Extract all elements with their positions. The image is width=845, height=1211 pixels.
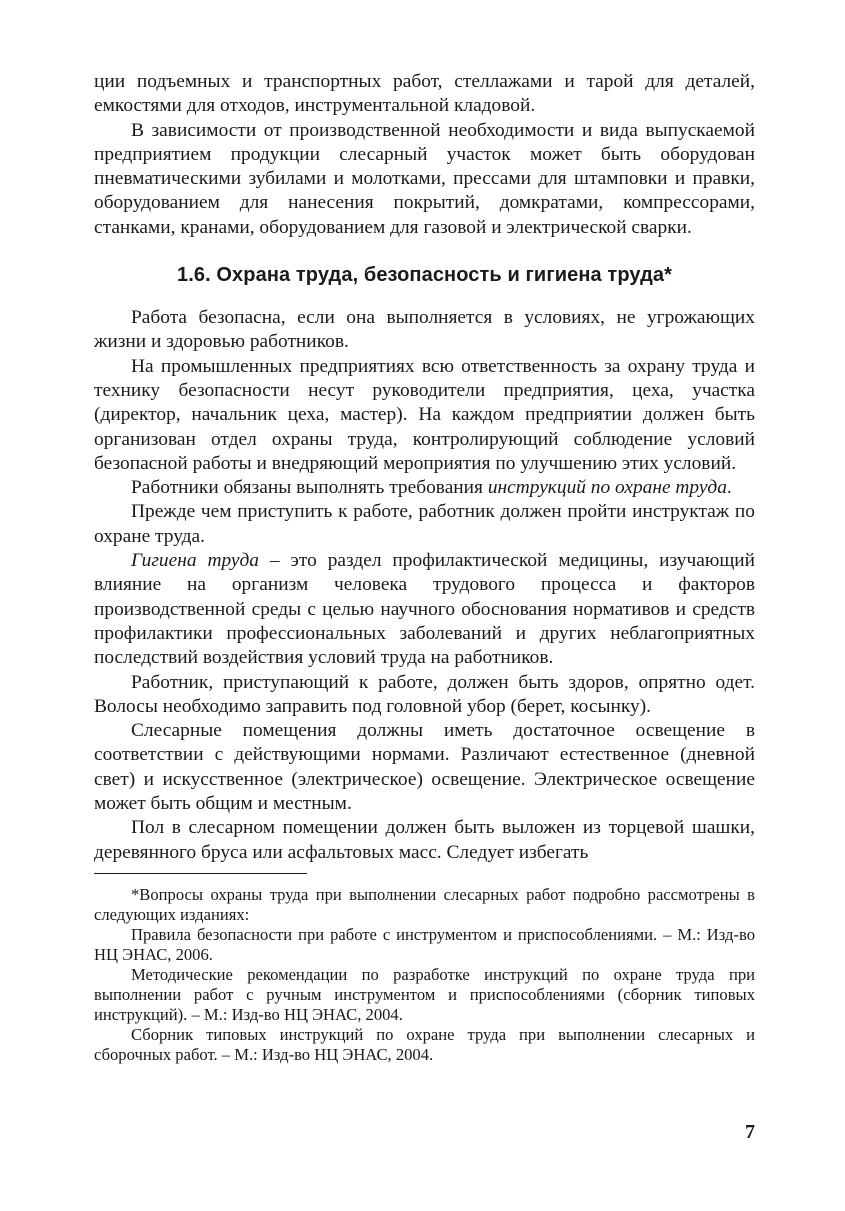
paragraph-safe-work: Работа безопасна, если она выполняется в условиях, не угрожающих жизни и здоровью работников. [94,307,755,353]
paragraph-lighting: Слесарные помещения должны иметь достаточное освещение в соответствии с действующими нормами. Различают естественное (дневной свет) и искусственное (электрическое) освещение. Электрическое освещение может быть общим и местным. [94,720,755,815]
hygiene-term: Гигиена труда [131,550,259,572]
footnote-reference-3: Сборник типовых инструкций по охране труда при выполнении слесарных и сборочных работ. – М.: Изд-во НЦ ЭНАС, 2004. [94,1024,755,1064]
paragraph-briefing: Прежде чем приступить к работе, работник должен пройти инструктаж по охране труда. [94,501,755,547]
page-number: 7 [745,1121,755,1143]
paragraph-responsibility: На промышленных предприятиях всю ответственность за охрану труда и технику безопасности несут руководители предприятия, цеха, участка (директор, начальник цеха, мастер). На каждом предприятии должен быть организован отдел охраны труда, контролирующий соблюдение условий безопасной работы и внедряющий мероприятия по улучшению этих условий. [94,355,755,474]
footnote-reference-1: Правила безопасности при работе с инструментом и приспособлениями. – М.: Изд-во НЦ ЭНАС, 2006. [94,924,755,964]
page-body [94,70,755,1065]
paragraph-worker-appearance: Работник, приступающий к работе, должен быть здоров, опрятно одет. Волосы необходимо заправить под головной убор (берет, косынку). [94,671,755,717]
paragraph-hygiene [94,549,755,670]
paragraph-instructions [94,476,755,500]
intro-paragraph-equipment: В зависимости от производственной необходимости и вида выпускаемой предприятием продукции слесарный участок может быть оборудован пневматическими зубилами и молотками, прессами для штамповки и правки, оборудованием для нанесения покрытий, домкратами, компрессорами, станками, кранами, оборудованием для газовой и электрической сварки. [94,119,755,238]
instructions-term: инструкций по охране труда [487,477,727,499]
instructions-lead: Работники обязаны выполнять требования [131,477,488,499]
instructions-tail: . [726,477,732,499]
section-title: 1.6. Охрана труда, безопасность и гигиена труда* [176,264,673,287]
footnote-divider [94,873,307,874]
footnote-intro: *Вопросы охраны труда при выполнении слесарных работ подробно рассмотрены в следующих изданиях: [94,884,755,924]
footnotes [94,885,755,1065]
intro-paragraph-continued: ции подъемных и транспортных работ, стеллажами и тарой для деталей, емкостями для отходов, инструментальной кладовой. [94,71,755,117]
paragraph-floor: Пол в слесарном помещении должен быть выложен из торцевой шашки, деревянного бруса или асфальтовых масс. Следует избегать [94,817,755,863]
footnote-reference-2: Методические рекомендации по разработке инструкций по охране труда при выполнении работ с ручным инструментом и приспособлениями (сборник типовых инструкций). – М.: Изд-во НЦ ЭНАС, 2004. [94,964,755,1024]
hygiene-definition: – это раздел профилактической медицины, изучающий влияние на организм человека трудового процесса и факторов производственной среды с целью научного обоснования нормативов и средств профилактики профессиональных заболеваний и других неблагоприятных последствий воздействия условий труда на работников. [94,550,755,669]
